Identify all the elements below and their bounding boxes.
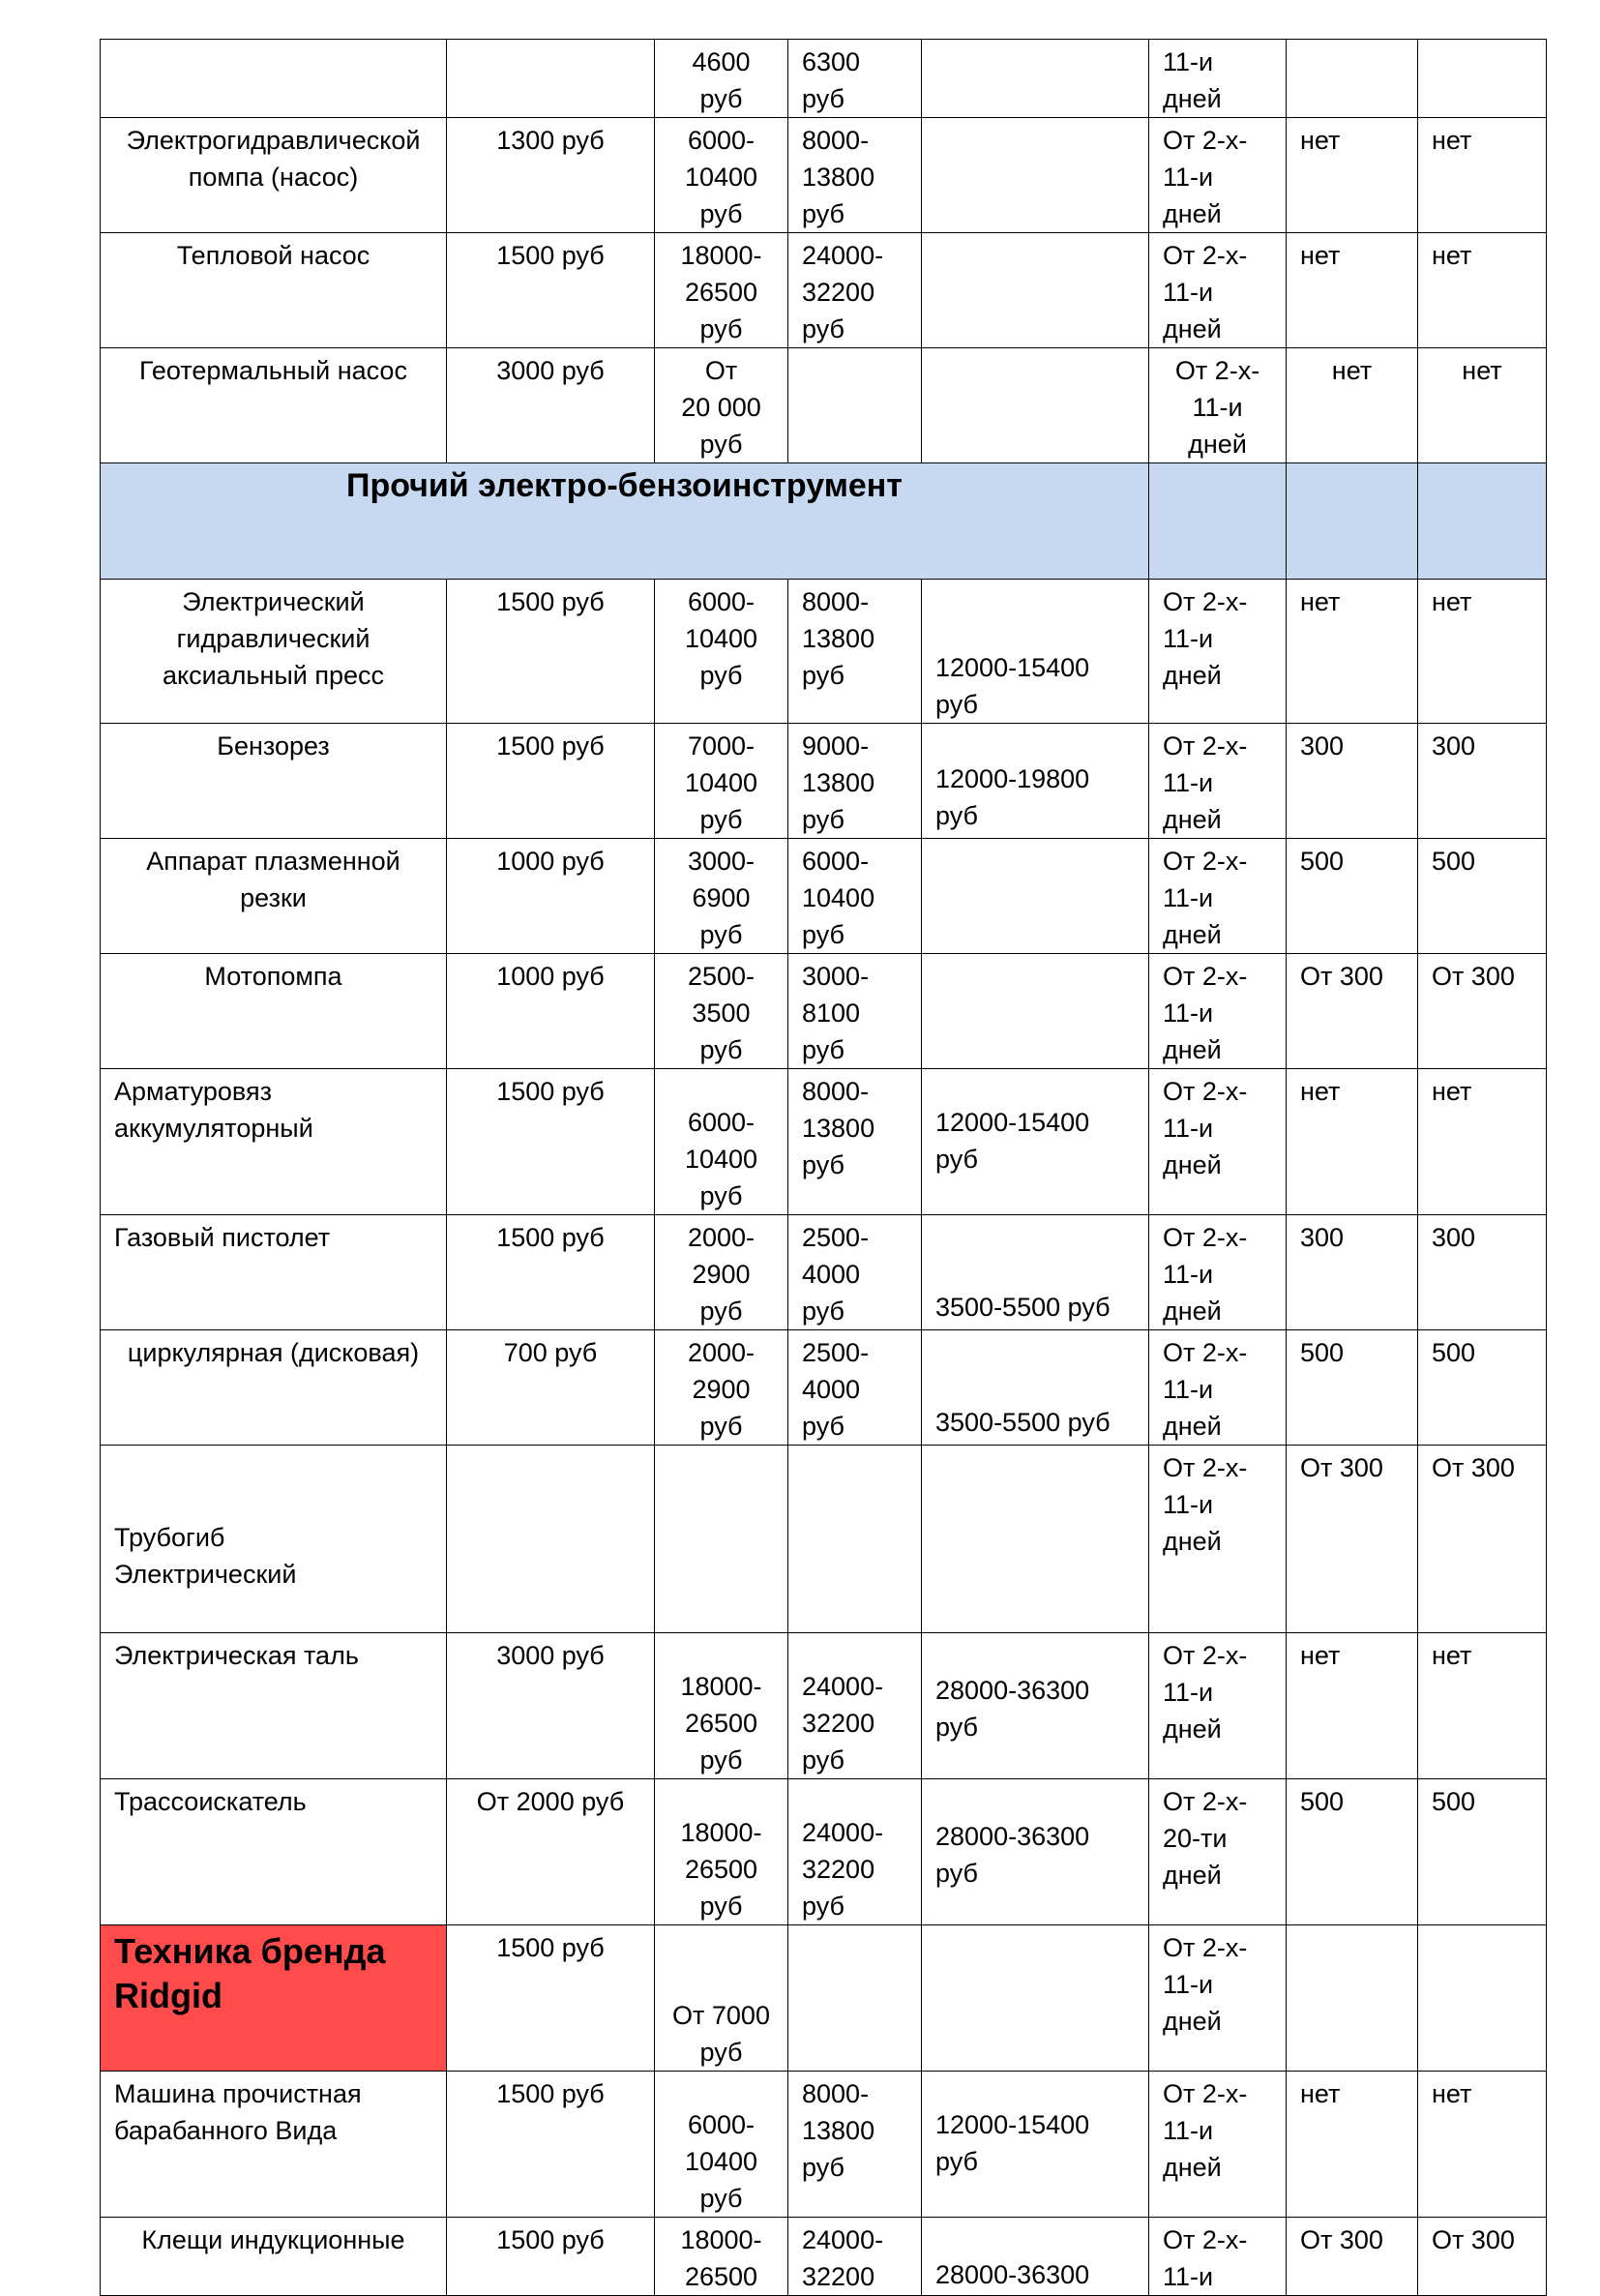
table-row: [101, 1446, 1547, 1633]
item-name-cell: Бензорез: [101, 724, 447, 839]
table-row: [101, 580, 1547, 724]
price-cell: 6000- 10400 руб: [655, 2072, 788, 2218]
price-cell: 18000- 26500 руб: [655, 1633, 788, 1779]
term-cell: От 2-х- 11-и дней: [1149, 954, 1287, 1069]
rent-cell: 1500 руб: [447, 2218, 655, 2296]
deposit-cell: нет: [1287, 1069, 1418, 1215]
item-name-cell: Электрогидравлической помпа (насос): [101, 118, 447, 233]
deposit-cell: 300: [1287, 1215, 1418, 1330]
price-cell: [922, 118, 1149, 233]
price-cell: 2500- 3500 руб: [655, 954, 788, 1069]
price-cell: 4600 руб: [655, 40, 788, 118]
term-cell: От 2-х- 20-ти дней: [1149, 1779, 1287, 1925]
price-cell: 3500-5500 руб: [922, 1330, 1149, 1446]
table-row: [101, 1633, 1547, 1779]
term-cell: От 2-х- 11-и дней: [1149, 233, 1287, 348]
price-cell: 8000- 13800 руб: [788, 1069, 922, 1215]
deposit-cell: От 300: [1418, 954, 1547, 1069]
deposit-cell: нет: [1287, 118, 1418, 233]
table-row: [101, 2072, 1547, 2218]
deposit-cell: нет: [1287, 580, 1418, 724]
table-row: [101, 839, 1547, 954]
rent-cell: 3000 руб: [447, 348, 655, 463]
deposit-cell: 500: [1287, 839, 1418, 954]
price-cell: 6300 руб: [788, 40, 922, 118]
term-cell: От 2-х- 11-и дней: [1149, 1330, 1287, 1446]
rent-cell: 1500 руб: [447, 1069, 655, 1215]
price-cell: [922, 1446, 1149, 1633]
table-row: [101, 118, 1547, 233]
price-cell: 8000- 13800 руб: [788, 2072, 922, 2218]
rent-cell: [447, 1446, 655, 1633]
rent-cell: 1300 руб: [447, 118, 655, 233]
rent-cell: 3000 руб: [447, 1633, 655, 1779]
table-row: [101, 724, 1547, 839]
price-cell: 24000- 32200 руб: [788, 1779, 922, 1925]
price-cell: [922, 233, 1149, 348]
table-row: [101, 2218, 1547, 2296]
price-cell: 12000-15400 руб: [922, 2072, 1149, 2218]
price-cell: 2500- 4000 руб: [788, 1215, 922, 1330]
deposit-cell: [1287, 40, 1418, 118]
deposit-cell: 500: [1287, 1330, 1418, 1446]
price-cell: От 7000 руб: [655, 1925, 788, 2072]
price-cell: 24000- 32200: [788, 2218, 922, 2296]
rent-cell: 700 руб: [447, 1330, 655, 1446]
deposit-cell: нет: [1418, 1633, 1547, 1779]
deposit-cell: От 300: [1287, 2218, 1418, 2296]
table-row: [101, 233, 1547, 348]
price-cell: 12000-15400 руб: [922, 1069, 1149, 1215]
item-name-cell: Геотермальный насос: [101, 348, 447, 463]
rent-cell: 1500 руб: [447, 233, 655, 348]
item-name-cell: Арматуровяз аккумуляторный: [101, 1069, 447, 1215]
deposit-cell: [1287, 1925, 1418, 2072]
rent-cell: 1500 руб: [447, 1215, 655, 1330]
price-cell: [922, 348, 1149, 463]
price-cell: 28000-36300 руб: [922, 1779, 1149, 1925]
deposit-cell: нет: [1418, 348, 1547, 463]
item-name-cell: циркулярная (дисковая): [101, 1330, 447, 1446]
price-cell: 3000- 6900 руб: [655, 839, 788, 954]
deposit-cell: [1418, 1925, 1547, 2072]
term-cell: От 2-х- 11-и дней: [1149, 118, 1287, 233]
price-cell: [788, 1925, 922, 2072]
item-name-cell: Электрическая таль: [101, 1633, 447, 1779]
table-row: [101, 1215, 1547, 1330]
price-cell: [922, 40, 1149, 118]
price-cell: 18000- 26500: [655, 2218, 788, 2296]
item-name-cell: Электрический гидравлический аксиальный пресс: [101, 580, 447, 724]
section-title: Прочий электро-бензоинструмент: [101, 463, 1149, 580]
price-table: [100, 39, 1547, 2296]
term-cell: От 2-х- 11-и дней: [1149, 1633, 1287, 1779]
deposit-cell: 500: [1418, 839, 1547, 954]
price-cell: [788, 1446, 922, 1633]
price-cell: 2000- 2900 руб: [655, 1215, 788, 1330]
section-header-row: [101, 463, 1547, 580]
brand-title: Техника бренда Ridgid: [101, 1925, 447, 2072]
item-name-cell: Машина прочистная барабанного Вида: [101, 2072, 447, 2218]
table-row: [101, 1069, 1547, 1215]
term-cell: От 2-х- 11-и дней: [1149, 2072, 1287, 2218]
item-name-cell: Клещи индукционные: [101, 2218, 447, 2296]
term-cell: От 2-х- 11-и дней: [1149, 724, 1287, 839]
deposit-cell: [1418, 40, 1547, 118]
price-cell: От 20 000 руб: [655, 348, 788, 463]
deposit-cell: От 300: [1418, 2218, 1547, 2296]
item-name-cell: Газовый пистолет: [101, 1215, 447, 1330]
term-cell: От 2-х- 11-и: [1149, 2218, 1287, 2296]
price-cell: [922, 954, 1149, 1069]
term-cell: 11-и дней: [1149, 40, 1287, 118]
deposit-cell: От 300: [1287, 954, 1418, 1069]
item-name-cell: [101, 40, 447, 118]
term-cell: От 2-х- 11-и дней: [1149, 839, 1287, 954]
price-cell: 8000- 13800 руб: [788, 118, 922, 233]
price-cell: [655, 1446, 788, 1633]
deposit-cell: 300: [1287, 724, 1418, 839]
deposit-cell: нет: [1418, 233, 1547, 348]
price-cell: 18000- 26500 руб: [655, 233, 788, 348]
brand-row: [101, 1925, 1547, 2072]
price-cell: 28000-36300: [922, 2218, 1149, 2296]
price-cell: 18000- 26500 руб: [655, 1779, 788, 1925]
rent-cell: 1500 руб: [447, 580, 655, 724]
price-cell: 3000- 8100 руб: [788, 954, 922, 1069]
price-cell: [922, 839, 1149, 954]
table-row: [101, 348, 1547, 463]
item-name-cell: Трубогиб Электрический: [101, 1446, 447, 1633]
price-cell: 6000- 10400 руб: [655, 118, 788, 233]
price-cell: 28000-36300 руб: [922, 1633, 1149, 1779]
section-empty-cell: [1418, 463, 1547, 580]
price-cell: 3500-5500 руб: [922, 1215, 1149, 1330]
rent-cell: [447, 40, 655, 118]
section-empty-cell: [1287, 463, 1418, 580]
rent-cell: 1500 руб: [447, 1925, 655, 2072]
deposit-cell: От 300: [1418, 1446, 1547, 1633]
price-cell: 24000- 32200 руб: [788, 233, 922, 348]
deposit-cell: нет: [1287, 348, 1418, 463]
price-cell: 12000-19800 руб: [922, 724, 1149, 839]
deposit-cell: нет: [1418, 1069, 1547, 1215]
price-cell: 6000- 10400 руб: [655, 580, 788, 724]
deposit-cell: 500: [1418, 1330, 1547, 1446]
term-cell: От 2-х- 11-и дней: [1149, 1925, 1287, 2072]
price-cell: 6000- 10400 руб: [655, 1069, 788, 1215]
price-cell: [922, 1925, 1149, 2072]
price-cell: 2500- 4000 руб: [788, 1330, 922, 1446]
table-row: [101, 1330, 1547, 1446]
term-cell: От 2-х- 11-и дней: [1149, 580, 1287, 724]
deposit-cell: От 300: [1287, 1446, 1418, 1633]
price-cell: 7000- 10400 руб: [655, 724, 788, 839]
table-row: [101, 954, 1547, 1069]
item-name-cell: Аппарат плазменной резки: [101, 839, 447, 954]
table-row: [101, 40, 1547, 118]
term-cell: От 2-х- 11-и дней: [1149, 1069, 1287, 1215]
term-cell: От 2-х- 11-и дней: [1149, 1215, 1287, 1330]
term-cell: От 2-х- 11-и дней: [1149, 348, 1287, 463]
rent-cell: 1500 руб: [447, 2072, 655, 2218]
price-cell: 6000- 10400 руб: [788, 839, 922, 954]
rent-cell: 1500 руб: [447, 724, 655, 839]
deposit-cell: нет: [1287, 2072, 1418, 2218]
item-name-cell: Мотопомпа: [101, 954, 447, 1069]
rent-cell: 1000 руб: [447, 839, 655, 954]
table-row: [101, 1779, 1547, 1925]
item-name-cell: Тепловой насос: [101, 233, 447, 348]
price-cell: 24000- 32200 руб: [788, 1633, 922, 1779]
deposit-cell: нет: [1418, 2072, 1547, 2218]
item-name-cell: Трассоискатель: [101, 1779, 447, 1925]
deposit-cell: 500: [1287, 1779, 1418, 1925]
deposit-cell: нет: [1287, 233, 1418, 348]
price-cell: 2000- 2900 руб: [655, 1330, 788, 1446]
deposit-cell: нет: [1287, 1633, 1418, 1779]
deposit-cell: нет: [1418, 118, 1547, 233]
rent-cell: От 2000 руб: [447, 1779, 655, 1925]
price-cell: [788, 348, 922, 463]
deposit-cell: 500: [1418, 1779, 1547, 1925]
price-cell: 9000- 13800 руб: [788, 724, 922, 839]
price-cell: 8000- 13800 руб: [788, 580, 922, 724]
term-cell: От 2-х- 11-и дней: [1149, 1446, 1287, 1633]
rent-cell: 1000 руб: [447, 954, 655, 1069]
deposit-cell: 300: [1418, 1215, 1547, 1330]
deposit-cell: 300: [1418, 724, 1547, 839]
deposit-cell: нет: [1418, 580, 1547, 724]
section-empty-cell: [1149, 463, 1287, 580]
price-cell: 12000-15400 руб: [922, 580, 1149, 724]
